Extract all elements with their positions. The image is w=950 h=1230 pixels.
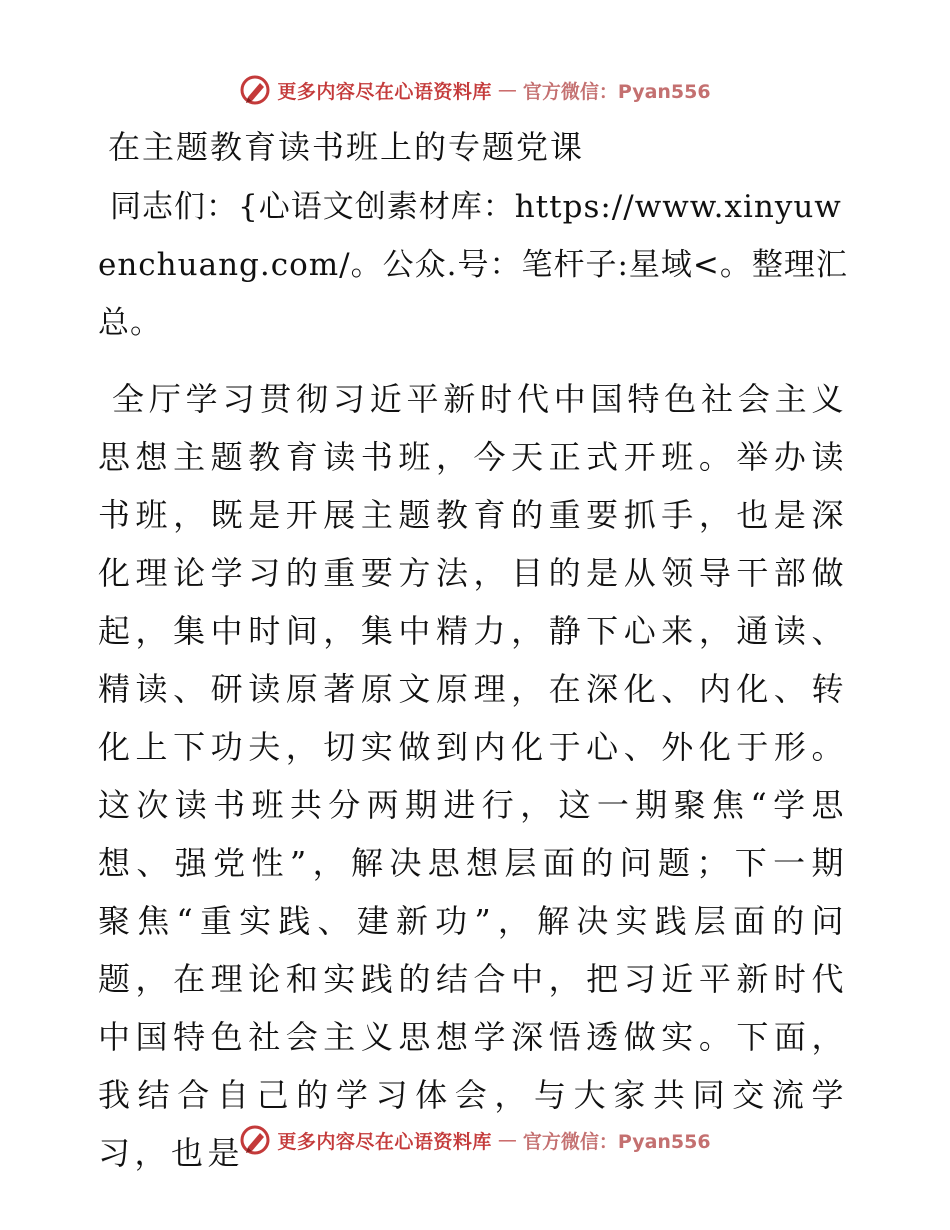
pen-logo-icon <box>239 74 271 106</box>
banner-text: 更多内容尽在心语资料库 <box>277 80 492 103</box>
salutation: 同志们：{心语文创素材库：https://www.xinyuwenchuang.com/。公众.号：笔杆子:星域<。整理汇总。 <box>98 189 848 341</box>
banner-contact: 官方微信：Pyan556 <box>522 1130 711 1153</box>
banner-text: 更多内容尽在心语资料库 <box>277 1130 492 1153</box>
body-paragraph: 全厅学习贯彻习近平新时代中国特色社会主义思想主题教育读书班，今天正式开班。举办读书班，既是开展主题教育的重要抓手，也是深化理论学习的重要方法，目的是从领导干部做起，集中时间，集中精力，静下心来，通读、精读、研读原著原文原理，在深化、内化、转化上下功夫，切实做到内化于心、外化于形。这次读书班共分两期进行，这一期聚焦“学思想、强党性”，解决思想层面的问题；下一期聚焦“重实践、建新功”，解决实践层面的问题，在理论和实践的结合中，把习近平新时代中国特色社会主义思想学深悟透做实。下面，我结合自己的学习体会，与大家共同交流学习，也是 <box>98 380 848 1172</box>
banner-contact: 官方微信：Pyan556 <box>522 80 711 103</box>
footer-banner <box>0 1120 950 1160</box>
document-title: 在主题教育读书班上的专题党课 <box>108 128 585 166</box>
banner-separator: — <box>497 1129 517 1151</box>
document-body <box>98 118 848 1182</box>
pen-logo-icon <box>239 1124 271 1156</box>
header-banner <box>0 70 950 110</box>
banner-separator: — <box>497 79 517 101</box>
